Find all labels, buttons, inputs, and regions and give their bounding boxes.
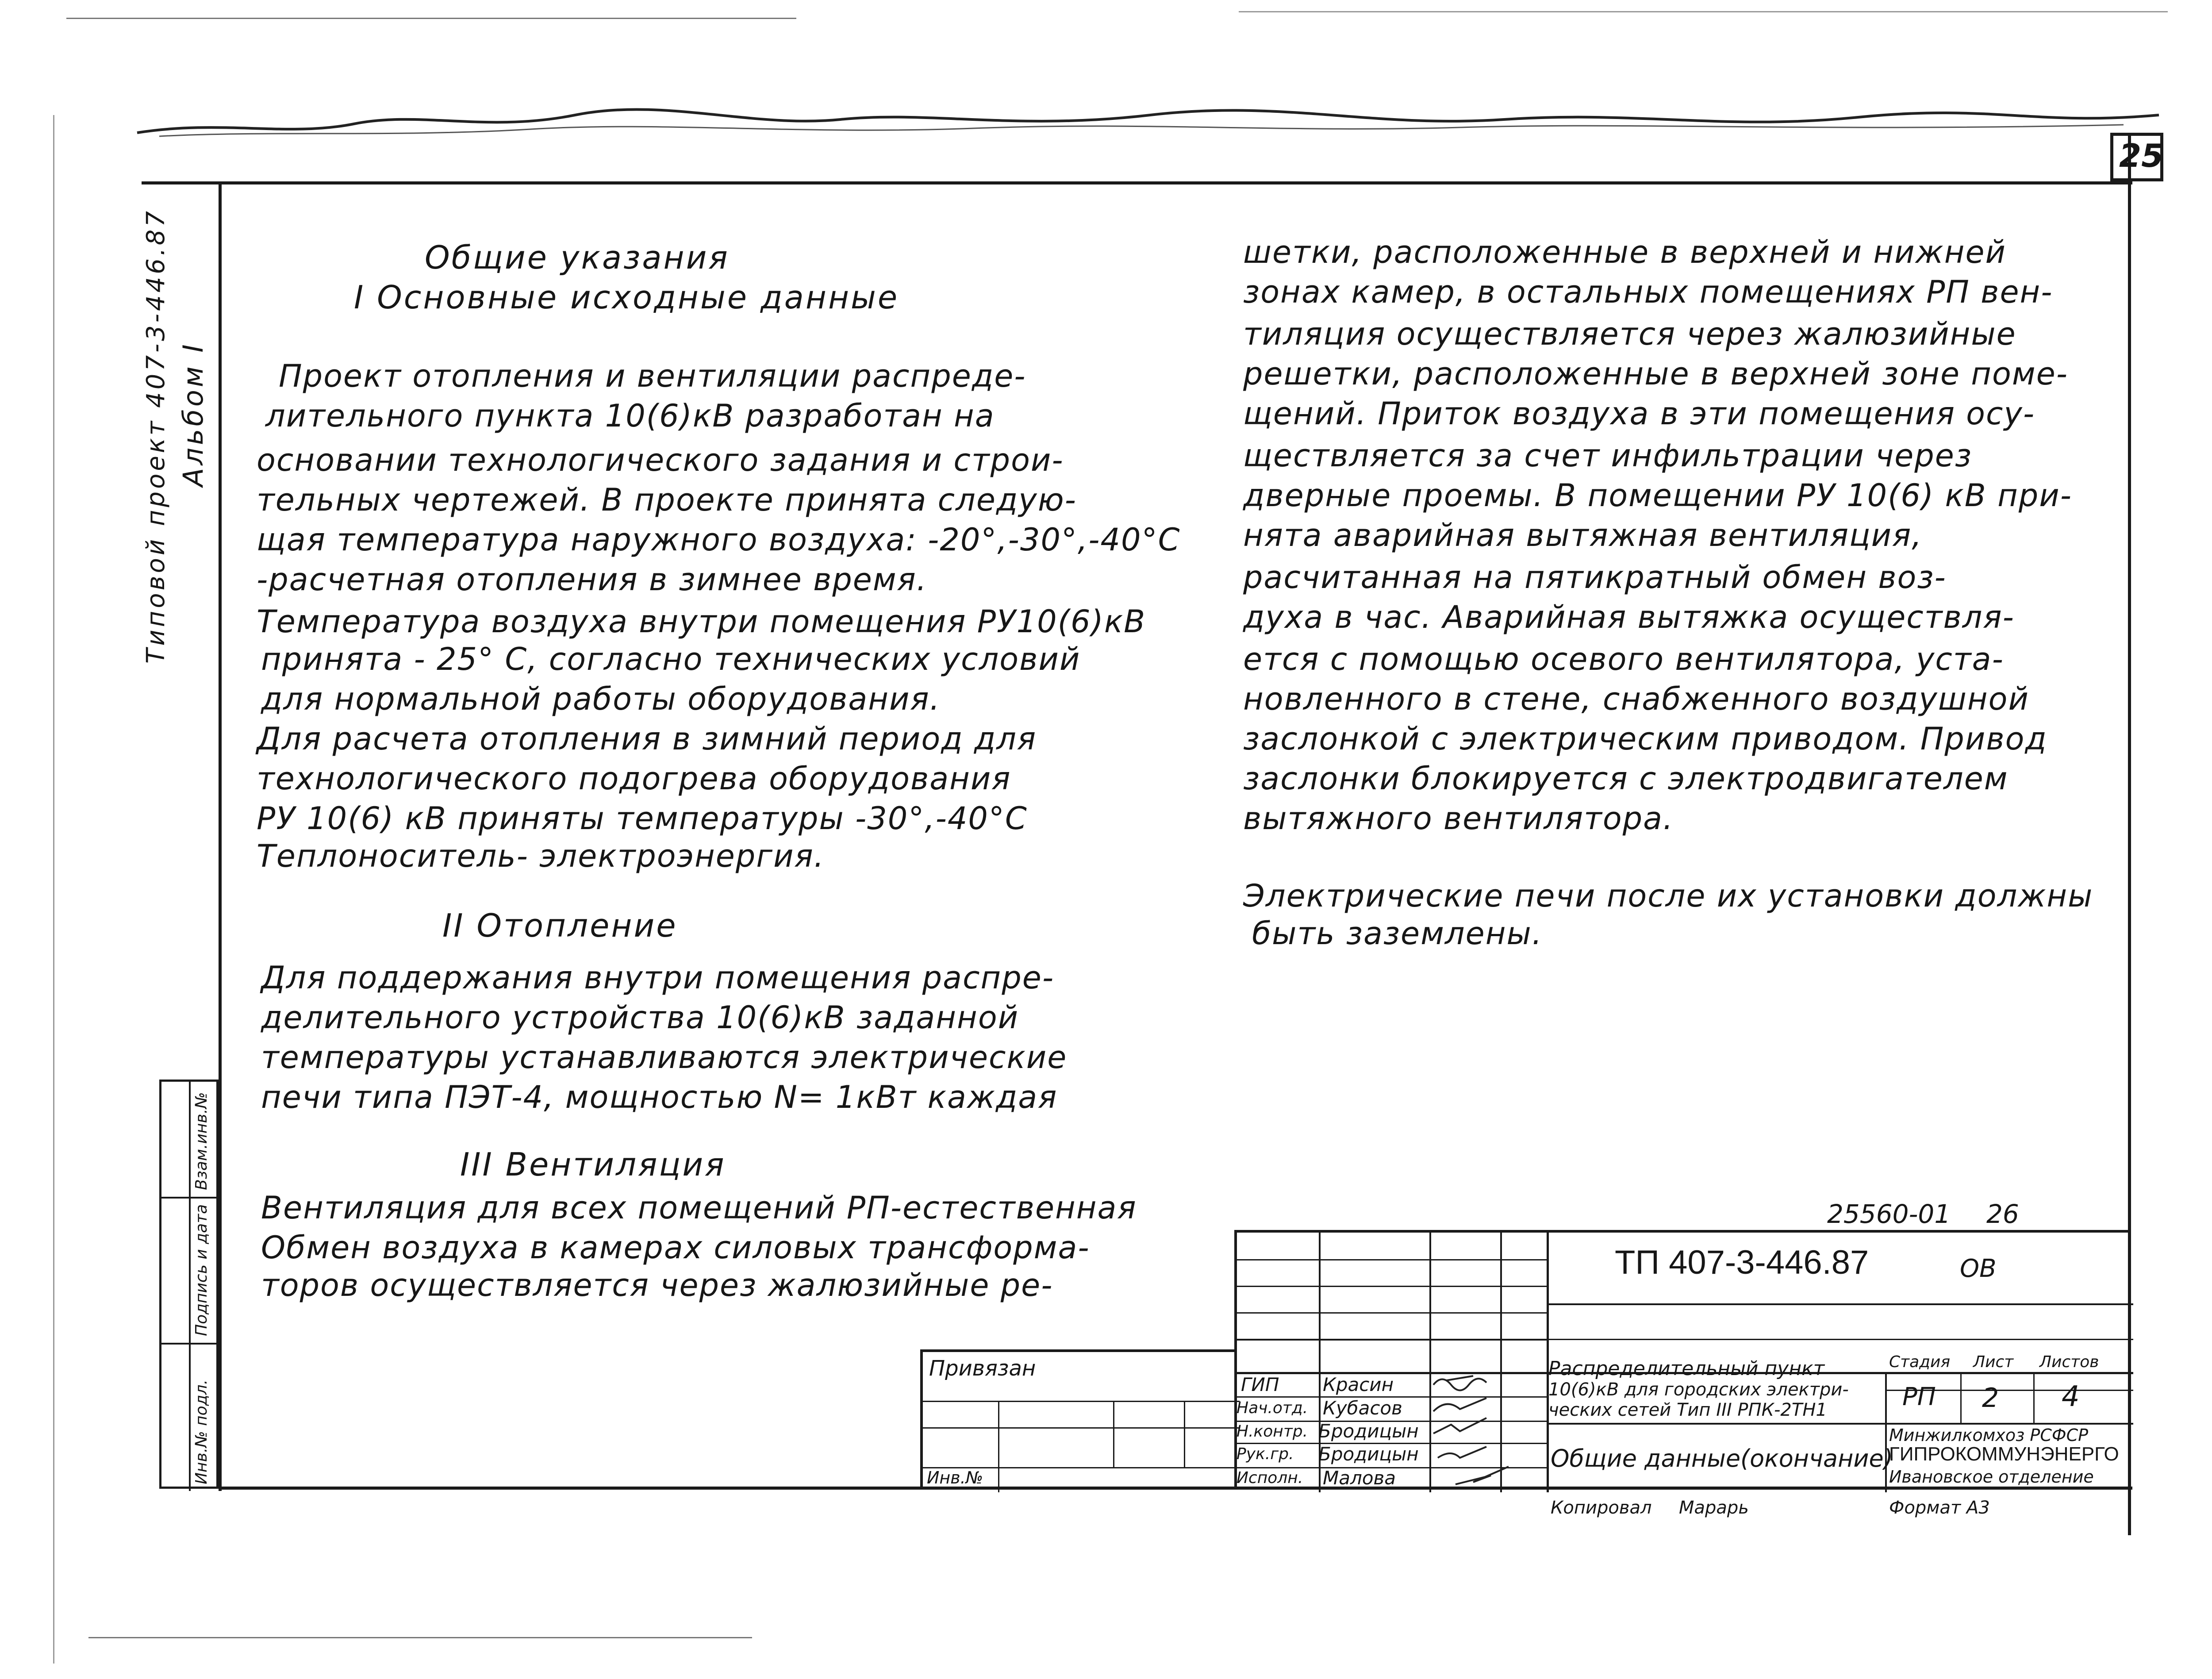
right-line: решетки, расположенные в верхней зоне поме- [1243,356,2069,392]
tb-grid-line [1547,1423,2133,1425]
right-line: заслонки блокируется с электродвигателем [1243,761,2008,797]
stamp-divider [161,1343,221,1345]
margin-stamp-line2: Альбом I [177,342,209,487]
section1-line: Теплоноситель- электроэнергия. [257,838,825,874]
name-ruk-gr: Бродицын [1318,1443,1419,1465]
document-mark: ОВ [1960,1254,1997,1283]
sheet-title: Общие данные(окончание) [1551,1445,1893,1472]
tb-grid-line [1237,1312,1547,1314]
right-line: духа в час. Аварийная вытяжка осуществля- [1243,599,2015,635]
sheet-number: 25 [2119,137,2164,174]
object-title-line: ческих сетей Тип III РПК-2ТН1 [1548,1400,1827,1420]
right-line: зонах камер, в остальных помещениях РП вен- [1243,274,2053,310]
section3-heading: III Вентиляция [460,1146,726,1183]
right-line: новленного в стене, снабженного воздушной [1243,681,2029,717]
section1-line: щая температура наружного воздуха: -20°,-30°,-40°С [257,522,1181,558]
section1-line: Температура воздуха внутри помещения РУ10(6)кВ [257,603,1146,640]
privyazan-grid-line [1113,1401,1114,1467]
privyazan-grid-line [1184,1401,1185,1467]
top-faint-line-2 [1239,11,2168,12]
section3-line: Вентиляция для всех помещений РП-естественная [261,1190,1137,1226]
stamp-divider [189,1082,191,1491]
left-faint-line [53,115,54,1664]
right-line: дверные проемы. В помещении РУ 10(6) кВ при- [1243,477,2073,514]
archive-page: 26 [1986,1199,2019,1229]
right-line: щений. Приток воздуха в эти помещения осу- [1243,396,2035,432]
right-line: тиляция осуществляется через жалюзийные [1243,316,2016,352]
frame-left-line [219,181,222,1491]
right-line: заслонкой с электрическим приводом. Привод [1243,721,2047,757]
stamp-divider [161,1197,221,1199]
section1-line: основании технологического задания и строи- [257,442,1064,478]
name-gip: Красин [1323,1374,1394,1395]
section2-line: делительного устройства 10(6)кВ заданной [261,999,1019,1036]
document-code: ТП 407-3-446.87 [1615,1244,1869,1281]
section1-line: тельных чертежей. В проекте принята следую- [257,482,1077,518]
section3-line: Обмен воздуха в камерах силовых трансформа- [261,1229,1090,1266]
section1-line: лительного пункта 10(6)кВ разработан на [265,398,995,434]
privyazan-grid-line [998,1401,999,1492]
privyazan-label: Привязан [929,1356,1036,1381]
section3-line: торов осуществляется через жалюзийные ре- [261,1267,1053,1303]
sheet-value: 2 [1982,1383,1999,1414]
copied-name: Марарь [1679,1498,1749,1518]
section1-line: принята - 25° С, согласно технических условий [261,641,1081,677]
section2-line: Для поддержания внутри помещения распре- [261,960,1055,996]
role-gip: ГИП [1241,1374,1279,1395]
stamp-cell-inv: Инв.№ подл. [192,1379,211,1484]
stage-value: РП [1902,1383,1936,1411]
privyazan-grid-line [923,1401,1240,1402]
closing-line: быть заземлены. [1252,915,1543,952]
right-line: расчитанная на пятикратный обмен воз- [1243,559,1947,596]
section1-line: РУ 10(6) кВ приняты температуры -30°,-40°С [257,800,1028,837]
tb-grid-line [1547,1339,2133,1340]
bottom-faint-line [88,1637,752,1638]
tb-grid-line [1237,1259,1547,1260]
object-title-line: Распределительный пункт [1548,1357,1825,1380]
object-title-line: 10(6)кВ для городских электри- [1548,1379,1849,1400]
right-line: ществляется за счет инфильтрации через [1243,438,1973,474]
top-edge-scribble [133,88,2168,142]
role-n-kontr: Н.контр. [1237,1422,1308,1441]
closing-line: Электрические печи после их установки должны [1243,878,2093,914]
sheets-label: Листов [2039,1353,2099,1371]
sheet-label: Лист [1973,1353,2014,1371]
margin-stamp-line1: Типовой проект 407-3-446.87 [142,208,170,664]
tb-grid-line [1547,1303,2133,1305]
org-line: Минжилкомхоз РСФСР [1889,1425,2089,1445]
section1-line: технологического подогрева оборудования [257,761,1011,797]
right-line: нята аварийная вытяжная вентиляция, [1243,517,1923,553]
frame-top-line [142,181,2132,184]
section1-line: -расчетная отопления в зимнее время. [257,561,928,598]
role-ispoln: Исполн. [1237,1469,1303,1487]
section2-heading: II Отопление [442,907,678,944]
tb-grid-line [2033,1372,2035,1423]
privyazan-grid-line [923,1427,1240,1429]
name-n-kontr: Бродицын [1318,1420,1419,1442]
stamp-cell-signature: Подпись и дата [192,1204,211,1336]
copied-label: Копировал [1551,1498,1652,1518]
section1-line: для нормальной работы оборудования. [261,681,941,717]
archive-number: 25560-01 [1827,1199,1951,1229]
sheets-value: 4 [2062,1380,2080,1413]
format-label: Формат А3 [1889,1498,1990,1518]
section1-heading: I Основные исходные данные [354,279,899,316]
stamp-cell-vzam: Взам.инв.№ [192,1092,211,1190]
general-notes-title: Общие указания [425,239,730,276]
org-line: ГИПРОКОММУНЭНЕРГО [1889,1443,2119,1465]
right-line: вытяжного вентилятора. [1243,800,1674,837]
stage-label: Стадия [1889,1353,1951,1371]
right-line: ется с помощью осевого вентилятора, уста- [1243,641,2004,677]
tb-grid-line [1237,1339,1547,1341]
section1-line: Для расчета отопления в зимний период для [257,721,1037,757]
role-nach-otd: Нач.отд. [1237,1399,1308,1417]
tb-grid-line [1237,1286,1547,1287]
signatures [1429,1372,1544,1491]
section2-line: печи типа ПЭТ-4, мощностью N= 1кВт каждая [261,1079,1058,1115]
name-nach-otd: Кубасов [1323,1397,1402,1419]
inv-label: Инв.№ [927,1468,983,1487]
role-ruk-gr: Рук.гр. [1237,1445,1294,1463]
tb-grid-line [1960,1372,1962,1423]
top-faint-line [66,18,796,19]
right-line: шетки, расположенные в верхней и нижней [1243,234,2007,270]
org-line: Ивановское отделение [1889,1467,2094,1487]
section1-line: Проект отопления и вентиляции распреде- [279,358,1026,394]
section2-line: температуры устанавливаются электрические [261,1039,1068,1076]
name-ispoln: Малова [1323,1467,1396,1489]
